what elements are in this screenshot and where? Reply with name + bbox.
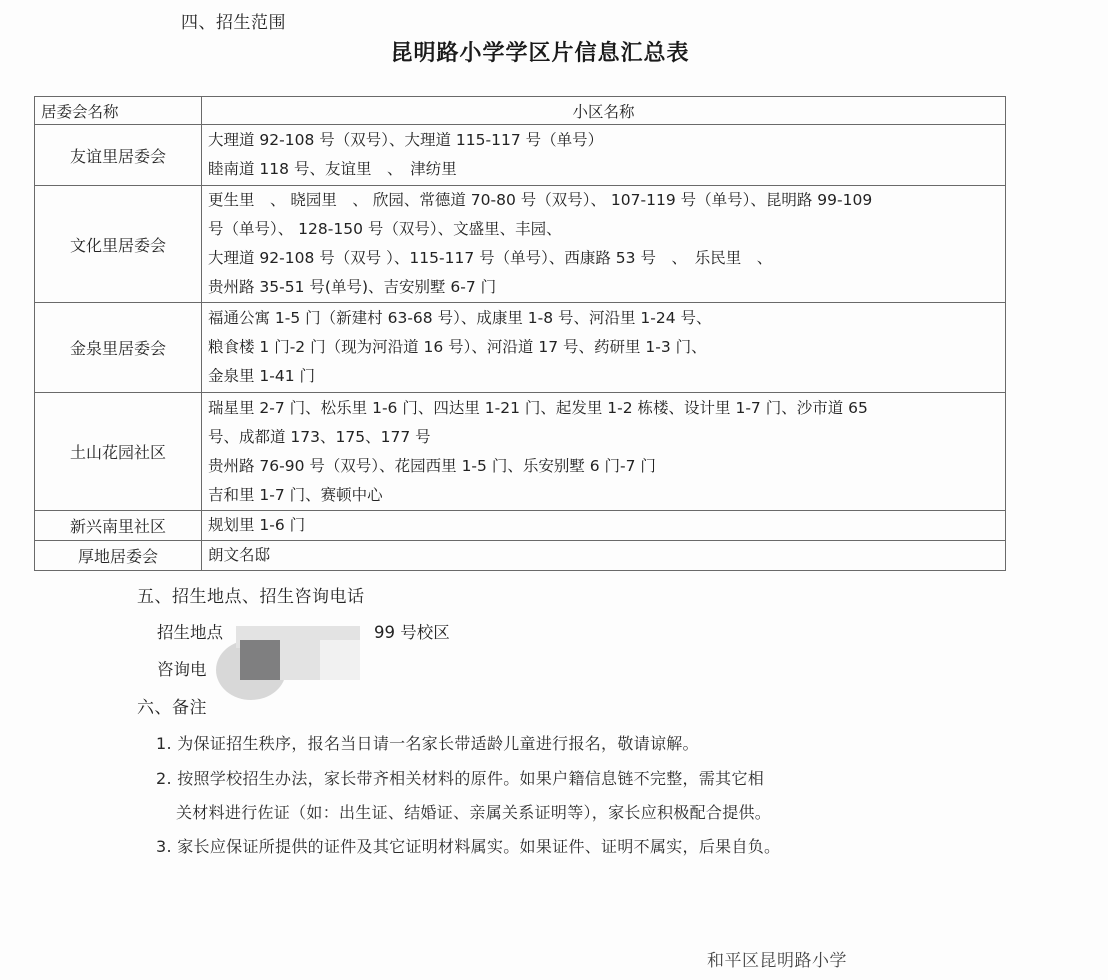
community-list — [202, 125, 1006, 186]
enrollment-location — [157, 619, 223, 643]
community-list — [202, 186, 1006, 303]
community-list — [202, 511, 1006, 541]
community-line: 朗文名邸 — [208, 546, 271, 564]
community-line: 更生里 、 晓园里 、 欣园、常德道 70-80 号（双号）、 107-119 号（单号）、昆明路 99-109 — [208, 191, 873, 209]
header-community-name: 小区名称 — [202, 97, 1006, 125]
community-line: 贵州路 35-51 号(单号)、吉安别墅 6-7 门 — [208, 278, 497, 296]
document-title: 昆明路小学学区片信息汇总表 — [390, 41, 690, 66]
table-row — [35, 303, 1006, 393]
committee-name: 厚地居委会 — [35, 541, 202, 571]
header-committee-name: 居委会名称 — [35, 97, 202, 125]
community-list — [202, 393, 1006, 511]
school-district-table — [34, 96, 1006, 571]
note-item: 1. 为保证招生秩序，报名当日请一名家长带适龄儿童进行报名，敬请谅解。 — [156, 734, 699, 753]
table-header-row — [35, 97, 1006, 125]
community-line: 规划里 1-6 门 — [208, 516, 306, 534]
committee-name: 土山花园社区 — [35, 393, 202, 511]
redaction-block — [320, 640, 360, 680]
committee-name: 新兴南里社区 — [35, 511, 202, 541]
table-row — [35, 393, 1006, 511]
committee-name: 友谊里居委会 — [35, 125, 202, 186]
note-item: 关材料进行佐证（如：出生证、结婚证、亲属关系证明等），家长应积极配合提供。 — [176, 803, 772, 822]
community-line: 吉和里 1-7 门、赛顿中心 — [208, 485, 383, 504]
enrollment-location-label: 招生地点 — [157, 623, 223, 642]
table-row — [35, 541, 1006, 571]
consult-phone-label: 咨询电 — [157, 660, 207, 679]
section-five-heading: 五、招生地点、招生咨询电话 — [137, 587, 365, 607]
signature: 和平区昆明路小学 — [707, 951, 847, 971]
section-six-heading: 六、备注 — [137, 698, 207, 718]
community-line: 睦南道 118 号、友谊里 、 津纺里 — [208, 160, 457, 178]
community-line: 贵州路 76-90 号（双号）、花园西里 1-5 门、乐安别墅 6 门-7 门 — [208, 456, 656, 475]
table-row — [35, 125, 1006, 186]
community-line: 瑞星里 2-7 门、松乐里 1-6 门、四达里 1-21 门、起发里 1-2 栋楼、设计里 1-7 门、沙市道 65 — [208, 398, 868, 417]
table-row — [35, 186, 1006, 303]
note-item: 2. 按照学校招生办法，家长带齐相关材料的原件。如果户籍信息链不完整，需其它相 — [156, 769, 765, 788]
section-four-heading: 四、招生范围 — [181, 13, 286, 33]
community-line: 金泉里 1-41 门 — [208, 367, 316, 385]
community-line: 福通公寓 1-5 门（新建村 63-68 号）、成康里 1-8 号、河沿里 1-24 号、 — [208, 309, 712, 327]
community-line: 大理道 92-108 号（双号 ）、115-117 号（单号）、西康路 53 号 、 乐民里 、 — [208, 249, 773, 267]
committee-name: 文化里居委会 — [35, 186, 202, 303]
community-line: 号、成都道 173、175、177 号 — [208, 427, 431, 446]
redaction-block — [240, 640, 280, 680]
committee-name: 金泉里居委会 — [35, 303, 202, 393]
community-list — [202, 303, 1006, 393]
redaction-block — [280, 640, 320, 680]
community-list — [202, 541, 1006, 571]
enrollment-location-value: 99 号校区 — [374, 623, 450, 642]
table-row — [35, 511, 1006, 541]
community-line: 粮食楼 1 门-2 门（现为河沿道 16 号）、河沿道 17 号、药研里 1-3 门、 — [208, 338, 707, 356]
note-item: 3. 家长应保证所提供的证件及其它证明材料属实。如果证件、证明不属实，后果自负。 — [156, 837, 781, 856]
community-line: 号（单号）、 128-150 号（双号）、文盛里、丰园、 — [208, 220, 562, 238]
community-line: 大理道 92-108 号（双号）、大理道 115-117 号（单号） — [208, 131, 604, 149]
